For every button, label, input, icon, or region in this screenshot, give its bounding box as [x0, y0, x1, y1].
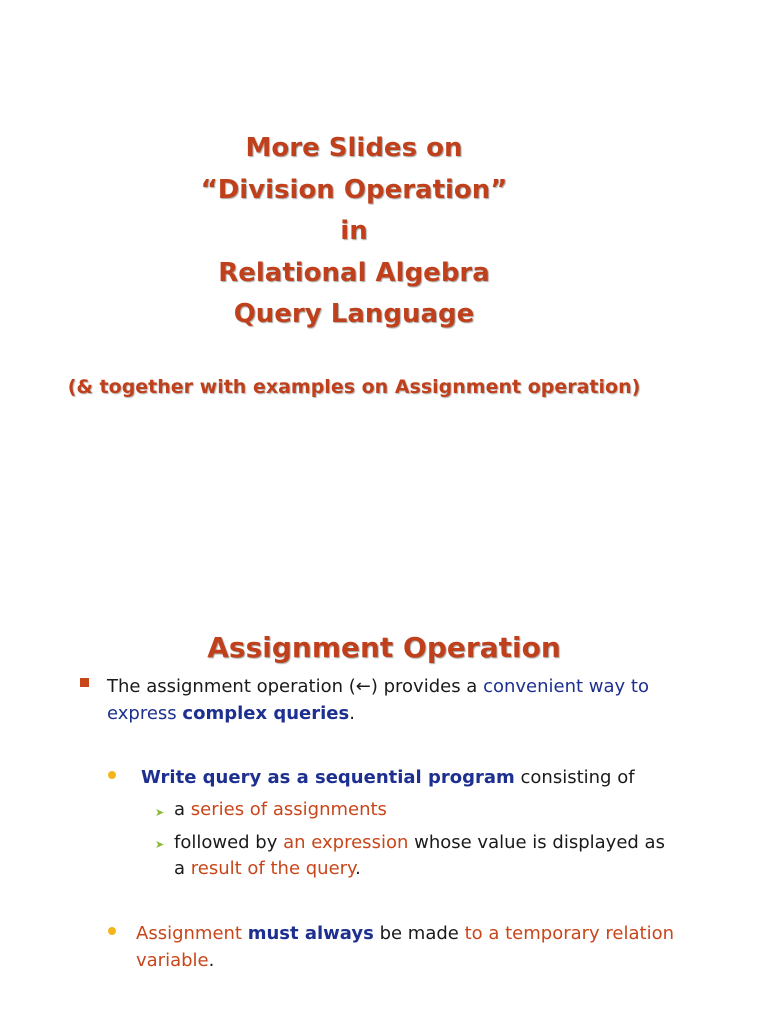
dot-bullet-icon — [108, 771, 116, 779]
sub-point-2-line-2: variable. — [136, 950, 215, 971]
sub-point-1-line: Write query as a sequential program consisting of — [141, 767, 635, 788]
slide-title-line: in — [340, 216, 368, 246]
sub-item-2-line-1: followed by an expression whose value is displayed as — [174, 832, 665, 853]
section-title: Assignment Operation — [207, 631, 561, 664]
dot-bullet-icon — [108, 927, 116, 935]
slide-title-line: Query Language — [233, 299, 475, 329]
slide-subtitle: (& together with examples on Assignment operation) — [67, 376, 641, 398]
point-1-line-1: The assignment operation (←) provides a convenient way to — [107, 676, 649, 697]
square-bullet-icon — [80, 678, 89, 687]
arrow-bullet-icon: ➤ — [155, 838, 165, 851]
arrow-bullet-icon: ➤ — [155, 806, 165, 819]
sub-item-1-line: a series of assignments — [174, 799, 387, 820]
sub-point-2-line-1: Assignment must always be made to a temporary relation — [136, 923, 675, 944]
sub-item-2-line-2: a result of the query. — [174, 858, 361, 879]
slide-title-line: More Slides on — [245, 133, 463, 163]
slide-title — [0, 128, 708, 336]
point-1-line-2: express complex queries. — [107, 703, 355, 724]
slide-title-line: Relational Algebra — [218, 257, 490, 288]
slide-title-line: “Division Operation” — [200, 174, 508, 205]
